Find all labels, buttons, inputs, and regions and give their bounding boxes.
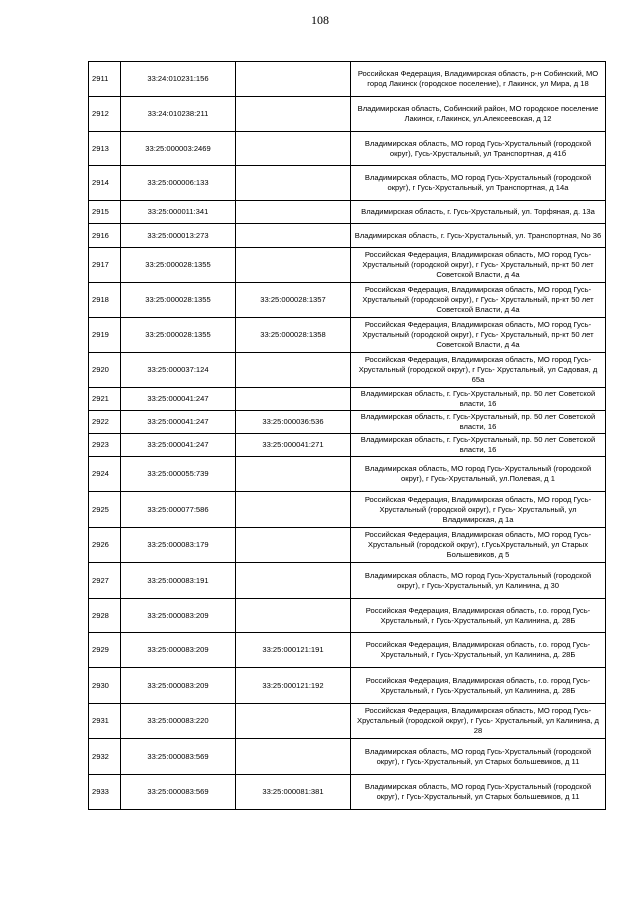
address-cell: Владимирская область, МО город Гусь-Хрустальный (городской округ), г Гусь-Хрустальный, ул Старых большевиков, д 11 — [351, 739, 606, 775]
table-row — [89, 633, 606, 668]
row-number-cell: 2929 — [89, 633, 121, 668]
cadastral-number-cell: 33:25:000083:220 — [121, 704, 236, 739]
page-number: 108 — [311, 13, 329, 27]
linked-cadastral-number-cell — [236, 457, 351, 492]
linked-cadastral-number-cell — [236, 166, 351, 201]
cadastral-number-cell: 33:24:010231:156 — [121, 62, 236, 97]
row-number-cell: 2933 — [89, 775, 121, 810]
table-row — [89, 353, 606, 388]
table-row — [89, 492, 606, 528]
linked-cadastral-number-cell — [236, 62, 351, 97]
cadastral-number-cell: 33:25:000011:341 — [121, 201, 236, 224]
table-row — [89, 704, 606, 739]
address-cell: Владимирская область, г. Гусь-Хрустальный, пр. 50 лет Советской власти, 16 — [351, 388, 606, 411]
table-row — [89, 132, 606, 166]
table-row — [89, 775, 606, 810]
linked-cadastral-number-cell: 33:25:000121:191 — [236, 633, 351, 668]
table-row — [89, 201, 606, 224]
table-row — [89, 528, 606, 563]
table-row — [89, 224, 606, 248]
row-number-cell: 2922 — [89, 411, 121, 434]
cadastral-number-cell: 33:25:000083:209 — [121, 668, 236, 704]
row-number-cell: 2916 — [89, 224, 121, 248]
address-cell: Российская Федерация, Владимирская область, МО город Гусь-Хрустальный (городской округ), г Гусь- Хрустальный, пр-кт 50 лет Советской Власти, д 4а — [351, 318, 606, 353]
address-cell: Владимирская область, МО город Гусь-Хрустальный (городской округ), г Гусь-Хрустальный, ул.Полевая, д 1 — [351, 457, 606, 492]
table-row — [89, 563, 606, 599]
address-cell: Владимирская область, г. Гусь-Хрустальный, пр. 50 лет Советской власти, 16 — [351, 411, 606, 434]
row-number-cell: 2925 — [89, 492, 121, 528]
linked-cadastral-number-cell: 33:25:000028:1358 — [236, 318, 351, 353]
address-cell: Владимирская область, г. Гусь-Хрустальный, пр. 50 лет Советской власти, 16 — [351, 434, 606, 457]
address-cell: Российская Федерация, Владимирская область, г.о. город Гусь-Хрустальный, г Гусь-Хрустальный, ул Калинина, д. 28Б — [351, 633, 606, 668]
address-cell: Российская Федерация, Владимирская область, МО город Гусь-Хрустальный (городской округ), г Гусь- Хрустальный, пр-кт 50 лет Советской Власти, д 4а — [351, 283, 606, 318]
row-number-cell: 2930 — [89, 668, 121, 704]
table-row — [89, 283, 606, 318]
row-number-cell: 2924 — [89, 457, 121, 492]
cadastral-number-cell: 33:25:000083:209 — [121, 633, 236, 668]
cadastral-number-cell: 33:25:000083:569 — [121, 775, 236, 810]
table-row — [89, 62, 606, 97]
linked-cadastral-number-cell: 33:25:000121:192 — [236, 668, 351, 704]
row-number-cell: 2920 — [89, 353, 121, 388]
cadastral-number-cell: 33:25:000083:179 — [121, 528, 236, 563]
table-row — [89, 434, 606, 457]
row-number-cell: 2919 — [89, 318, 121, 353]
linked-cadastral-number-cell — [236, 248, 351, 283]
row-number-cell: 2913 — [89, 132, 121, 166]
address-cell: Российская Федерация, Владимирская область, МО город Гусь-Хрустальный (городской округ), г.ГусьХрустальный, ул Старых Большевиков, д 5 — [351, 528, 606, 563]
address-cell: Владимирская область, МО город Гусь-Хрустальный (городской округ), г Гусь-Хрустальный, ул Калинина, д 30 — [351, 563, 606, 599]
address-cell: Российская Федерация, Владимирская область, МО город Гусь-Хрустальный (городской округ), г Гусь- Хрустальный, пр-кт 50 лет Советской Власти, д 4а — [351, 248, 606, 283]
linked-cadastral-number-cell — [236, 388, 351, 411]
linked-cadastral-number-cell — [236, 492, 351, 528]
cadastral-number-cell: 33:25:000006:133 — [121, 166, 236, 201]
row-number-cell: 2928 — [89, 599, 121, 633]
linked-cadastral-number-cell — [236, 528, 351, 563]
linked-cadastral-number-cell — [236, 353, 351, 388]
cadastral-number-cell: 33:25:000041:247 — [121, 388, 236, 411]
row-number-cell: 2915 — [89, 201, 121, 224]
cadastral-number-cell: 33:25:000083:569 — [121, 739, 236, 775]
linked-cadastral-number-cell — [236, 201, 351, 224]
cadastral-number-cell: 33:25:000037:124 — [121, 353, 236, 388]
address-cell: Владимирская область, г. Гусь-Хрустальный, ул. Торфяная, д. 13а — [351, 201, 606, 224]
linked-cadastral-number-cell: 33:25:000028:1357 — [236, 283, 351, 318]
linked-cadastral-number-cell — [236, 132, 351, 166]
cadastral-number-cell: 33:25:000041:247 — [121, 434, 236, 457]
cadastral-number-cell: 33:25:000083:209 — [121, 599, 236, 633]
table-row — [89, 318, 606, 353]
linked-cadastral-number-cell — [236, 704, 351, 739]
linked-cadastral-number-cell: 33:25:000081:381 — [236, 775, 351, 810]
row-number-cell: 2921 — [89, 388, 121, 411]
cadastral-number-cell: 33:25:000055:739 — [121, 457, 236, 492]
linked-cadastral-number-cell — [236, 97, 351, 132]
linked-cadastral-number-cell: 33:25:000041:271 — [236, 434, 351, 457]
table-row — [89, 411, 606, 434]
row-number-cell: 2931 — [89, 704, 121, 739]
cadastral-number-cell: 33:24:010238:211 — [121, 97, 236, 132]
linked-cadastral-number-cell: 33:25:000036:536 — [236, 411, 351, 434]
address-cell: Российская Федерация, Владимирская область, г.о. город Гусь-Хрустальный, г Гусь-Хрустальный, ул Калинина, д. 28Б — [351, 599, 606, 633]
registry-table — [88, 61, 606, 810]
cadastral-number-cell: 33:25:000041:247 — [121, 411, 236, 434]
cadastral-number-cell: 33:25:000028:1355 — [121, 248, 236, 283]
cadastral-number-cell: 33:25:000028:1355 — [121, 318, 236, 353]
table-row — [89, 166, 606, 201]
cadastral-number-cell: 33:25:000077:586 — [121, 492, 236, 528]
cadastral-number-cell: 33:25:000083:191 — [121, 563, 236, 599]
row-number-cell: 2917 — [89, 248, 121, 283]
table-row — [89, 668, 606, 704]
linked-cadastral-number-cell — [236, 224, 351, 248]
row-number-cell: 2926 — [89, 528, 121, 563]
address-cell: Владимирская область, МО город Гусь-Хрустальный (городской округ), г Гусь-Хрустальный, ул Старых большевиков, д 11 — [351, 775, 606, 810]
address-cell: Российская Федерация, Владимирская область, МО город Гусь-Хрустальный (городской округ), г Гусь- Хрустальный, ул Калинина, д 28 — [351, 704, 606, 739]
row-number-cell: 2918 — [89, 283, 121, 318]
row-number-cell: 2911 — [89, 62, 121, 97]
address-cell: Российская Федерация, Владимирская область, г.о. город Гусь-Хрустальный, г Гусь-Хрустальный, ул Калинина, д. 28Б — [351, 668, 606, 704]
registry-table-body — [89, 62, 606, 810]
linked-cadastral-number-cell — [236, 599, 351, 633]
cadastral-number-cell: 33:25:000013:273 — [121, 224, 236, 248]
linked-cadastral-number-cell — [236, 739, 351, 775]
table-row — [89, 457, 606, 492]
table-row — [89, 599, 606, 633]
table-row — [89, 97, 606, 132]
address-cell: Российская Федерация, Владимирская область, МО город Гусь-Хрустальный (городской округ), г Гусь- Хрустальный, ул Владимирская, д 1а — [351, 492, 606, 528]
linked-cadastral-number-cell — [236, 563, 351, 599]
cadastral-number-cell: 33:25:000003:2469 — [121, 132, 236, 166]
row-number-cell: 2912 — [89, 97, 121, 132]
table-row — [89, 739, 606, 775]
address-cell: Владимирская область, г. Гусь-Хрустальный, ул. Транспортная, No 36 — [351, 224, 606, 248]
cadastral-number-cell: 33:25:000028:1355 — [121, 283, 236, 318]
table-row — [89, 388, 606, 411]
row-number-cell: 2927 — [89, 563, 121, 599]
address-cell: Российская Федерация, Владимирская область, МО город Гусь-Хрустальный (городской округ), г Гусь- Хрустальный, ул Садовая, д 65а — [351, 353, 606, 388]
table-row — [89, 248, 606, 283]
address-cell: Владимирская область, МО город Гусь-Хрустальный (городской округ), г Гусь-Хрустальный, ул Транспортная, д 14а — [351, 166, 606, 201]
row-number-cell: 2914 — [89, 166, 121, 201]
address-cell: Владимирская область, Собинский район, МО городское поселение Лакинск, г.Лакинск, ул.Алексеевская, д 12 — [351, 97, 606, 132]
row-number-cell: 2923 — [89, 434, 121, 457]
row-number-cell: 2932 — [89, 739, 121, 775]
address-cell: Владимирская область, МО город Гусь-Хрустальный (городской округ), Гусь-Хрустальный, ул Транспортная, д 41б — [351, 132, 606, 166]
address-cell: Российская Федерация, Владимирская область, р-н Собинский, МО город Лакинск (городское поселение), г Лакинск, ул Мира, д 18 — [351, 62, 606, 97]
